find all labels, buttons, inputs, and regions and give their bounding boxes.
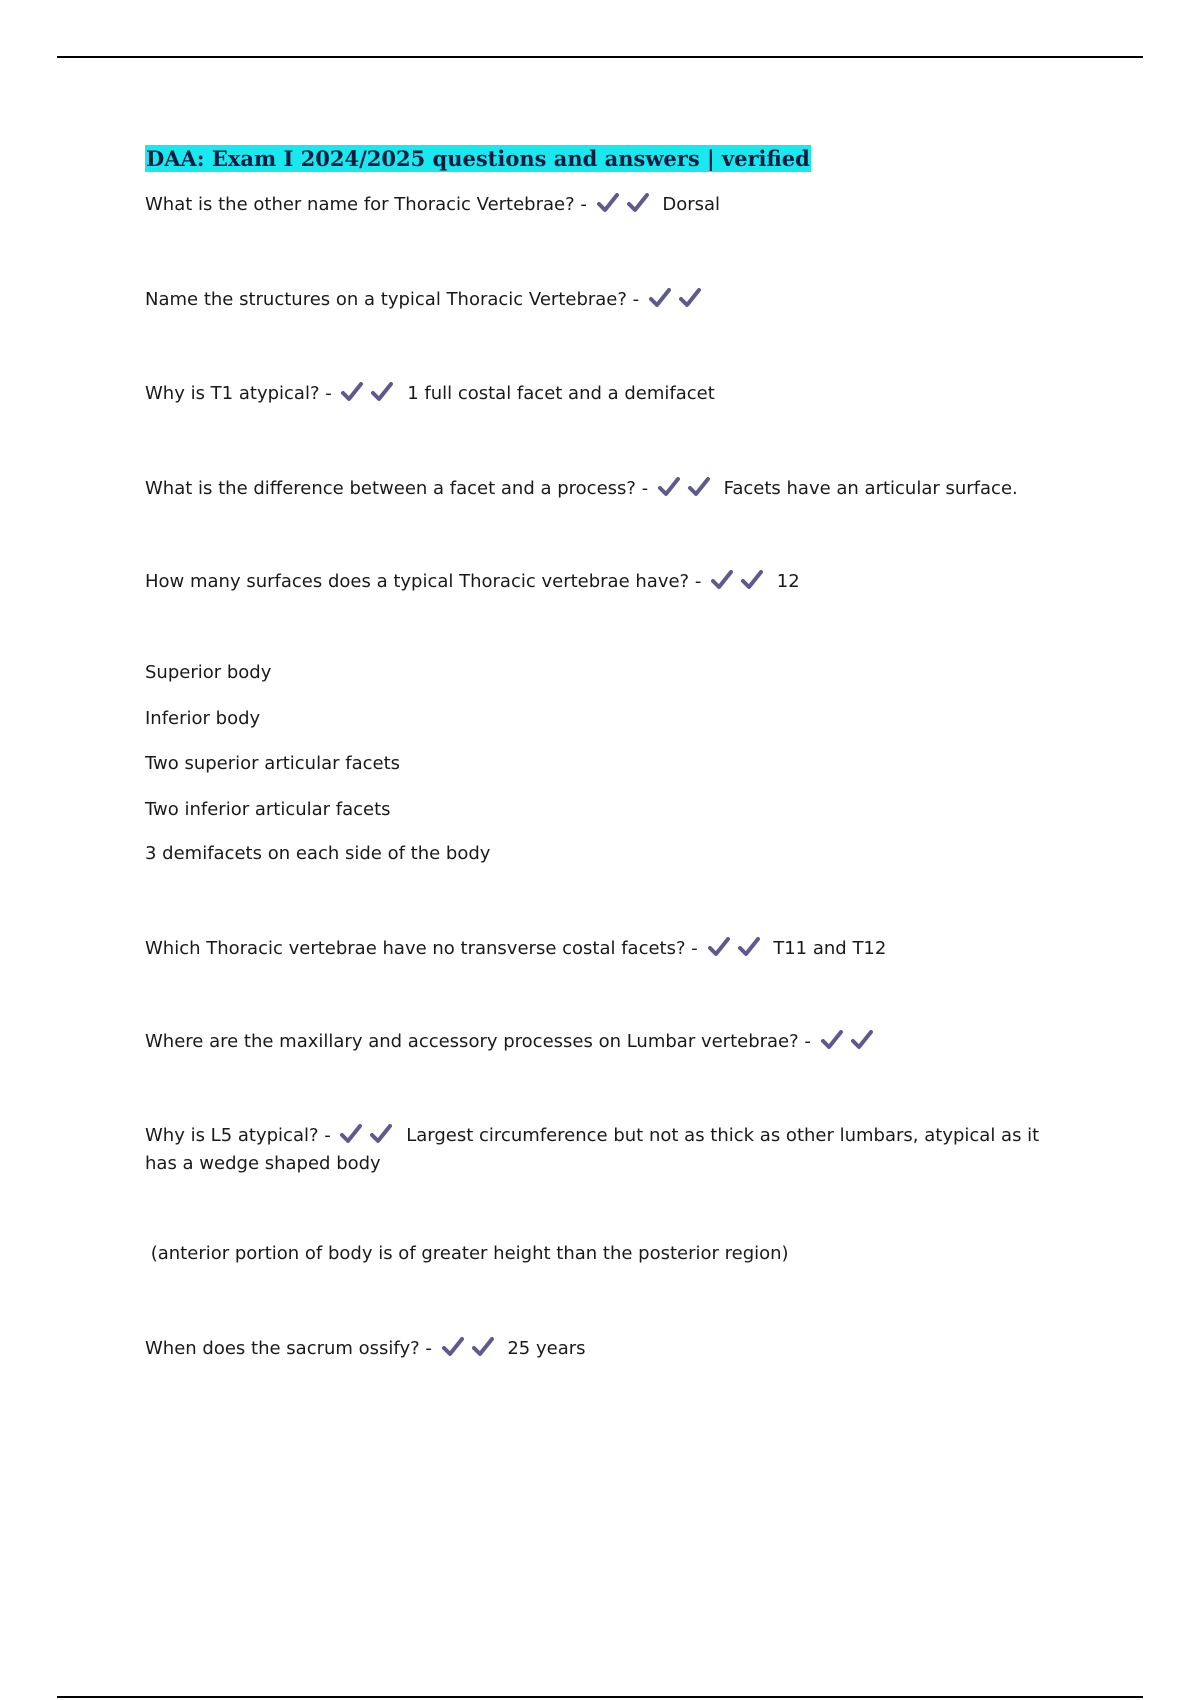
answer-text: Facets have an articular surface. <box>723 478 1018 499</box>
check-marks <box>658 475 718 503</box>
check-mark-icon <box>341 382 363 402</box>
check-mark-icon <box>597 193 619 213</box>
question-text: What is the difference between a facet and a process? - <box>145 478 649 499</box>
question-text: Which Thoracic vertebrae have no transverse costal facets? - <box>145 938 698 959</box>
check-mark-icon <box>627 193 649 213</box>
answer-text: T11 and T12 <box>773 938 887 959</box>
check-mark-icon <box>738 937 760 957</box>
question-text: Why is L5 atypical? - <box>145 1125 331 1146</box>
question-text: When does the sacrum ossify? - <box>145 1338 432 1359</box>
check-mark-icon <box>688 477 710 497</box>
check-marks <box>597 191 657 219</box>
document-title: DAA: Exam I 2024/2025 questions and answers | verified <box>146 146 810 171</box>
list-item: Two superior articular facets <box>145 753 401 774</box>
check-marks <box>340 1122 400 1150</box>
answer-text: Largest circumference but not as thick as other lumbars, atypical as it has a wedge shaped body <box>145 1125 1040 1174</box>
qa-item <box>145 380 715 408</box>
check-marks <box>649 286 709 314</box>
qa-item <box>145 191 720 219</box>
answer-text: Dorsal <box>662 194 721 215</box>
qa-item <box>145 1122 1075 1178</box>
question-text: Why is T1 atypical? - <box>145 383 332 404</box>
check-mark-icon <box>371 382 393 402</box>
check-mark-icon <box>340 1124 362 1144</box>
list-item: Two inferior articular facets <box>145 799 391 820</box>
check-marks <box>821 1028 881 1056</box>
qa-item <box>145 286 709 314</box>
note-text: (anterior portion of body is of greater height than the posterior region) <box>145 1243 789 1264</box>
check-mark-icon <box>741 570 763 590</box>
qa-item <box>145 1028 881 1056</box>
answer-text: 1 full costal facet and a demifacet <box>407 383 715 404</box>
qa-item <box>145 1335 586 1363</box>
check-mark-icon <box>658 477 680 497</box>
check-mark-icon <box>442 1337 464 1357</box>
check-marks <box>341 380 401 408</box>
check-mark-icon <box>851 1030 873 1050</box>
check-mark-icon <box>711 570 733 590</box>
check-mark-icon <box>679 288 701 308</box>
qa-item <box>145 935 886 963</box>
question-text: How many surfaces does a typical Thoracic vertebrae have? - <box>145 571 702 592</box>
check-marks <box>711 568 771 596</box>
check-mark-icon <box>821 1030 843 1050</box>
question-text: Name the structures on a typical Thoracic Vertebrae? - <box>145 289 640 310</box>
check-marks <box>708 935 768 963</box>
bottom-rule <box>57 1696 1143 1698</box>
list-item: Superior body <box>145 662 272 683</box>
check-marks <box>442 1335 502 1363</box>
question-text: What is the other name for Thoracic Vertebrae? - <box>145 194 587 215</box>
check-mark-icon <box>708 937 730 957</box>
top-rule <box>57 56 1143 58</box>
check-mark-icon <box>370 1124 392 1144</box>
answer-text: 12 <box>776 571 800 592</box>
list-item: Inferior body <box>145 708 261 729</box>
answer-text: 25 years <box>507 1338 586 1359</box>
question-text: Where are the maxillary and accessory processes on Lumbar vertebrae? - <box>145 1031 811 1052</box>
qa-item <box>145 568 800 596</box>
check-mark-icon <box>472 1337 494 1357</box>
check-mark-icon <box>649 288 671 308</box>
qa-item <box>145 475 1018 503</box>
list-item: 3 demifacets on each side of the body <box>145 843 491 864</box>
